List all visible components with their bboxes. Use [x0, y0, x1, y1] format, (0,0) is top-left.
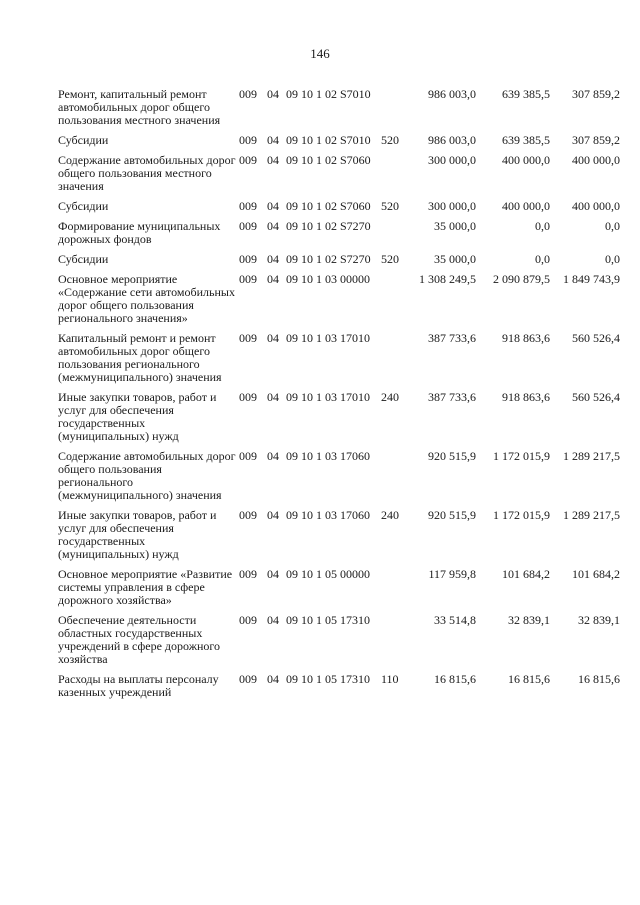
row-gr: 009: [239, 252, 257, 266]
row-rz: 04: [267, 672, 279, 686]
row-value-3: 307 859,2: [572, 87, 620, 101]
row-name: Расходы на выплаты персоналу казенных учреждений: [58, 672, 219, 699]
row-value-2: 1 172 015,9: [493, 508, 550, 522]
row-value-2: 918 863,6: [502, 331, 550, 345]
table-row: [58, 509, 623, 561]
row-rz: 04: [267, 272, 279, 286]
row-pr: 09: [286, 153, 298, 167]
row-pr: 09: [286, 87, 298, 101]
row-rz: 04: [267, 87, 279, 101]
row-rz: 04: [267, 219, 279, 233]
table-row: [58, 134, 623, 147]
row-pr: 09: [286, 252, 298, 266]
row-value-1: 920 515,9: [428, 508, 476, 522]
row-gr: 009: [239, 153, 257, 167]
table-row: [58, 154, 623, 193]
row-value-2: 32 839,1: [508, 613, 550, 627]
row-value-3: 400 000,0: [572, 153, 620, 167]
row-cs: 10 1 05 17310: [301, 672, 370, 686]
row-cs: 10 1 03 17010: [301, 390, 370, 404]
table-row: [58, 673, 623, 699]
row-value-3: 560 526,4: [572, 331, 620, 345]
row-vr: 520: [381, 133, 399, 147]
row-rz: 04: [267, 331, 279, 345]
table-row: [58, 220, 623, 246]
row-cs: 10 1 02 S7270: [301, 252, 371, 266]
table-row: [58, 450, 623, 502]
row-vr: 520: [381, 199, 399, 213]
row-cs: 10 1 05 17310: [301, 613, 370, 627]
row-pr: 09: [286, 219, 298, 233]
row-value-3: 307 859,2: [572, 133, 620, 147]
row-gr: 009: [239, 133, 257, 147]
row-cs: 10 1 02 S7010: [301, 133, 371, 147]
row-value-1: 117 959,8: [428, 567, 476, 581]
row-value-2: 400 000,0: [502, 153, 550, 167]
table-row: [58, 88, 623, 127]
row-value-2: 1 172 015,9: [493, 449, 550, 463]
row-value-3: 400 000,0: [572, 199, 620, 213]
row-pr: 09: [286, 449, 298, 463]
row-gr: 009: [239, 449, 257, 463]
row-rz: 04: [267, 199, 279, 213]
budget-table: [58, 88, 623, 699]
row-cs: 10 1 02 S7060: [301, 153, 371, 167]
row-value-2: 639 385,5: [502, 87, 550, 101]
row-gr: 009: [239, 199, 257, 213]
row-pr: 09: [286, 508, 298, 522]
row-pr: 09: [286, 272, 298, 286]
row-name: Субсидии: [58, 199, 109, 213]
row-pr: 09: [286, 331, 298, 345]
row-rz: 04: [267, 133, 279, 147]
row-value-1: 300 000,0: [428, 153, 476, 167]
table-row: [58, 391, 623, 443]
row-value-2: 0,0: [535, 252, 550, 266]
row-pr: 09: [286, 199, 298, 213]
row-vr: 240: [381, 390, 399, 404]
row-value-1: 387 733,6: [428, 331, 476, 345]
row-value-3: 101 684,2: [572, 567, 620, 581]
row-name: Иные закупки товаров, работ и услуг для обеспечения государственных (муниципальных) нужд: [58, 390, 217, 443]
row-rz: 04: [267, 449, 279, 463]
row-rz: 04: [267, 567, 279, 581]
table-row: [58, 614, 623, 666]
row-cs: 10 1 03 17060: [301, 508, 370, 522]
row-name: Ремонт, капитальный ремонт автомобильных дорог общего пользования местного значения: [58, 87, 221, 127]
row-value-3: 1 289 217,5: [563, 508, 620, 522]
row-gr: 009: [239, 567, 257, 581]
row-pr: 09: [286, 390, 298, 404]
row-name: Иные закупки товаров, работ и услуг для обеспечения государственных (муниципальных) нужд: [58, 508, 217, 561]
row-cs: 10 1 03 17010: [301, 331, 370, 345]
row-cs: 10 1 03 17060: [301, 449, 370, 463]
row-value-2: 2 090 879,5: [493, 272, 550, 286]
row-value-2: 16 815,6: [508, 672, 550, 686]
row-name: Содержание автомобильных дорог общего пользования регионального (межмуниципального) значения: [58, 449, 236, 502]
row-value-1: 16 815,6: [434, 672, 476, 686]
row-value-1: 35 000,0: [434, 252, 476, 266]
row-value-3: 560 526,4: [572, 390, 620, 404]
row-value-1: 986 003,0: [428, 133, 476, 147]
row-cs: 10 1 03 00000: [301, 272, 370, 286]
row-cs: 10 1 05 00000: [301, 567, 370, 581]
row-value-2: 639 385,5: [502, 133, 550, 147]
row-rz: 04: [267, 153, 279, 167]
row-rz: 04: [267, 508, 279, 522]
row-value-1: 1 308 249,5: [419, 272, 476, 286]
row-vr: 110: [381, 672, 399, 686]
row-rz: 04: [267, 252, 279, 266]
table-row: [58, 253, 623, 266]
row-value-2: 101 684,2: [502, 567, 550, 581]
row-gr: 009: [239, 613, 257, 627]
row-value-3: 16 815,6: [578, 672, 620, 686]
row-gr: 009: [239, 331, 257, 345]
row-pr: 09: [286, 133, 298, 147]
row-value-3: 0,0: [605, 219, 620, 233]
row-name: Субсидии: [58, 133, 109, 147]
table-row: [58, 200, 623, 213]
row-gr: 009: [239, 87, 257, 101]
row-value-2: 400 000,0: [502, 199, 550, 213]
row-value-1: 35 000,0: [434, 219, 476, 233]
row-name: Субсидии: [58, 252, 109, 266]
row-value-3: 1 289 217,5: [563, 449, 620, 463]
row-value-3: 1 849 743,9: [563, 272, 620, 286]
row-pr: 09: [286, 613, 298, 627]
row-rz: 04: [267, 613, 279, 627]
row-rz: 04: [267, 390, 279, 404]
row-value-1: 300 000,0: [428, 199, 476, 213]
page-number: 146: [310, 46, 330, 61]
row-vr: 240: [381, 508, 399, 522]
table-row: [58, 273, 623, 325]
table-row: [58, 332, 623, 384]
row-name: Основное мероприятие «Содержание сети автомобильных дорог общего пользования регионального значения»: [58, 272, 235, 325]
row-value-3: 0,0: [605, 252, 620, 266]
row-name: Содержание автомобильных дорог общего пользования местного значения: [58, 153, 236, 193]
row-value-1: 387 733,6: [428, 390, 476, 404]
row-cs: 10 1 02 S7010: [301, 87, 371, 101]
row-name: Формирование муниципальных дорожных фондов: [58, 219, 221, 246]
row-gr: 009: [239, 219, 257, 233]
row-cs: 10 1 02 S7060: [301, 199, 371, 213]
row-value-2: 0,0: [535, 219, 550, 233]
row-value-2: 918 863,6: [502, 390, 550, 404]
row-gr: 009: [239, 508, 257, 522]
row-name: Капитальный ремонт и ремонт автомобильных дорог общего пользования регионального (межмуниципального) значения: [58, 331, 222, 384]
row-gr: 009: [239, 390, 257, 404]
row-pr: 09: [286, 567, 298, 581]
row-value-1: 920 515,9: [428, 449, 476, 463]
row-vr: 520: [381, 252, 399, 266]
row-cs: 10 1 02 S7270: [301, 219, 371, 233]
row-gr: 009: [239, 672, 257, 686]
row-name: Основное мероприятие «Развитие системы управления в сфере дорожного хозяйства»: [58, 567, 233, 607]
row-value-1: 33 514,8: [434, 613, 476, 627]
row-pr: 09: [286, 672, 298, 686]
row-value-3: 32 839,1: [578, 613, 620, 627]
table-row: [58, 568, 623, 607]
row-value-1: 986 003,0: [428, 87, 476, 101]
row-name: Обеспечение деятельности областных государственных учреждений в сфере дорожного хозяйства: [58, 613, 221, 666]
row-gr: 009: [239, 272, 257, 286]
